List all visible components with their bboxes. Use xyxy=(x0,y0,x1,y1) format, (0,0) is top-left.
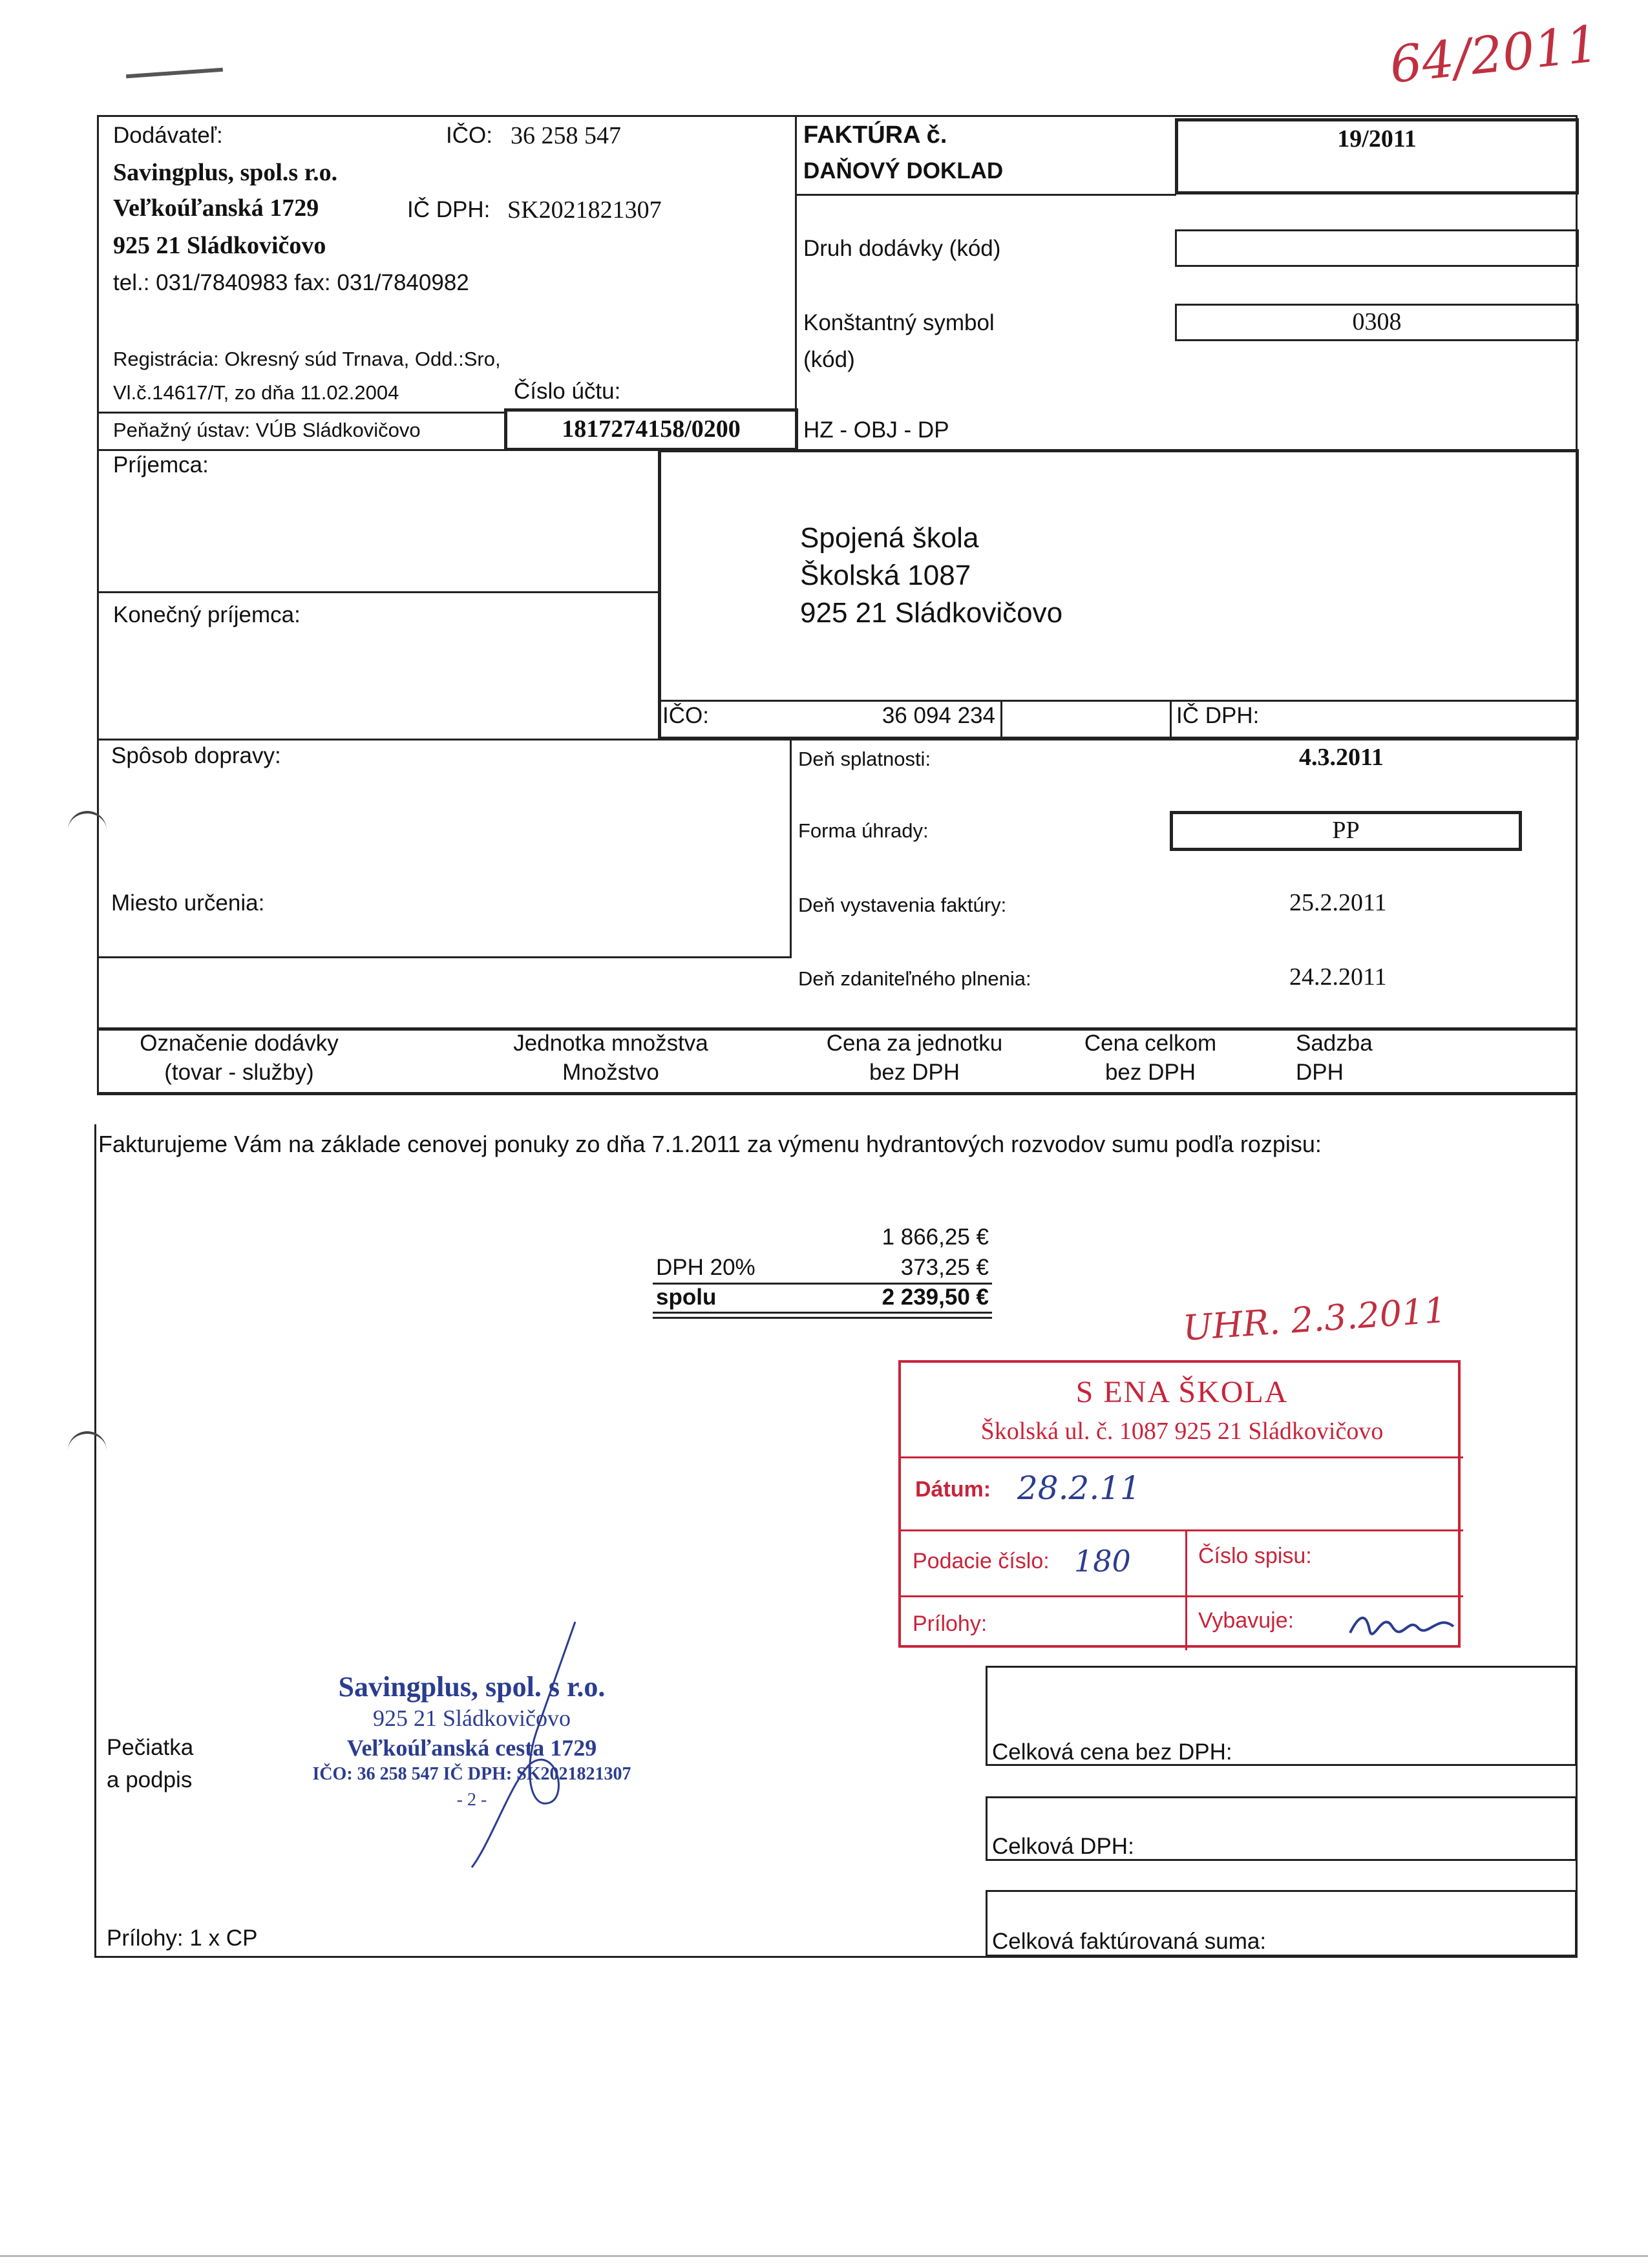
delivery-type-label: Druh dodávky (kód) xyxy=(803,236,1001,261)
supplier-bank-label: Peňažný ústav: VÚB Sládkovičovo xyxy=(113,419,421,441)
total-invoiced-label: Celková faktúrovaná suma: xyxy=(992,1929,1267,1954)
received-stamp-reg-label: Podacie číslo: xyxy=(913,1549,1050,1573)
supplier-city: 925 21 Sládkovičovo xyxy=(113,232,326,259)
received-stamp-line-3 xyxy=(901,1595,1463,1597)
total-vat-label: Celková DPH: xyxy=(992,1834,1134,1859)
recipient-ico-row-top xyxy=(658,700,1579,702)
pen-mark xyxy=(126,68,223,78)
received-stamp-handler-label: Vybavuje: xyxy=(1198,1608,1294,1633)
supplier-stamp-line-3: Veľkoúľanská cesta 1729 xyxy=(346,1735,597,1761)
issue-date-label: Deň vystavenia faktúry: xyxy=(798,894,1007,916)
payment-form: PP xyxy=(1332,817,1360,844)
amount-total-underline-1 xyxy=(653,1312,992,1314)
supplier-stamp-line-5: - 2 - xyxy=(456,1790,487,1810)
recipient-icdph-box-left xyxy=(1170,700,1172,739)
invoice-header-line xyxy=(795,194,1176,196)
stamp-signature-label-2: a podpis xyxy=(107,1767,193,1792)
received-stamp-address: Školská ul. č. 1087 925 21 Sládkovičovo xyxy=(980,1418,1384,1445)
columns-left-border xyxy=(97,974,99,1094)
taxable-date-label: Deň zdaniteľného plnenia: xyxy=(798,967,1031,990)
invoice-title: FAKTÚRA č. xyxy=(803,121,947,149)
stamp-signature-label-1: Pečiatka xyxy=(107,1735,194,1760)
supplier-contact: tel.: 031/7840983 fax: 031/7840982 xyxy=(113,270,469,295)
received-stamp-title: S ENA ŠKOLA xyxy=(1075,1375,1289,1409)
supplier-label: Dodávateľ: xyxy=(113,123,223,148)
due-date-label: Deň splatnosti: xyxy=(798,748,931,770)
destination-label: Miesto určenia: xyxy=(111,890,265,916)
final-recipient-label: Konečný príjemca: xyxy=(113,602,301,627)
supplier-registration-2: Vl.č.14617/T, zo dňa 11.02.2004 xyxy=(113,381,399,404)
supplier-ico-label: IČO: xyxy=(446,123,492,148)
supplier-account-number: 1817274158/0200 xyxy=(562,415,741,443)
top-border-left xyxy=(97,115,795,117)
transport-label: Spôsob dopravy: xyxy=(111,743,281,768)
amount-base: 1 866,25 € xyxy=(882,1224,989,1250)
recipient-city: 925 21 Sládkovičovo xyxy=(800,597,1063,629)
amount-vat: 373,25 € xyxy=(900,1255,989,1280)
hole-punch-mark-top xyxy=(68,811,107,830)
total-no-vat-label: Celková cena bez DPH: xyxy=(992,1739,1232,1765)
recipient-ico-box-right xyxy=(1000,700,1002,739)
constant-symbol-code-label: (kód) xyxy=(803,347,855,372)
received-stamp-vline xyxy=(1185,1529,1187,1650)
column-header-3-line2: bez DPH xyxy=(1104,1060,1196,1085)
received-stamp-line-1 xyxy=(901,1456,1463,1458)
payment-form-label: Forma úhrady: xyxy=(798,819,929,842)
attachments: Prílohy: 1 x CP xyxy=(107,1926,258,1951)
destination-bottom-line xyxy=(97,956,792,958)
issue-date: 25.2.2011 xyxy=(1289,889,1387,916)
column-header-4-line1: Sadzba xyxy=(1296,1031,1373,1056)
handwritten-received-note: UHR. 2.3.2011 xyxy=(1181,1289,1448,1349)
column-header-2-line1: Cena za jednotku xyxy=(826,1031,1003,1056)
received-stamp-file-label: Číslo spisu: xyxy=(1198,1544,1312,1568)
bank-row-top-line xyxy=(97,412,504,414)
recipient-address-box xyxy=(658,449,1579,740)
received-stamp-line-2 xyxy=(901,1529,1463,1531)
amount-total: 2 239,50 € xyxy=(882,1285,989,1310)
hole-punch-mark-bottom xyxy=(68,1431,107,1451)
scan-edge-line xyxy=(0,2255,1648,2257)
left-border xyxy=(97,115,99,974)
recipient-street: Školská 1087 xyxy=(800,560,971,591)
recipient-name: Spojená škola xyxy=(800,522,979,554)
recipient-divider-line xyxy=(97,591,659,593)
amount-vat-label: DPH 20% xyxy=(656,1255,755,1280)
received-stamp-attach-label: Prílohy: xyxy=(913,1612,988,1636)
invoice-body-text: Fakturujeme Vám na základe cenovej ponuky zo dňa 7.1.2011 za výmenu hydrantových rozvodov sumu podľa rozpisu: xyxy=(98,1131,1322,1157)
delivery-type-box xyxy=(1175,229,1579,267)
column-header-0-line2: (tovar - služby) xyxy=(164,1060,314,1085)
supplier-icdph: SK2021821307 xyxy=(507,196,662,224)
supplier-registration-1: Registrácia: Okresný súd Trnava, Odd.:Sro, xyxy=(113,348,501,370)
column-header-3-line1: Cena celkom xyxy=(1084,1031,1217,1056)
recipient-label: Príjemca: xyxy=(113,452,209,478)
terms-top-line xyxy=(97,739,1577,740)
supplier-ico: 36 258 547 xyxy=(511,122,621,149)
amount-total-underline-2 xyxy=(653,1317,992,1319)
supplier-stamp-line-4: IČO: 36 258 547 IČ DPH: SK2021821307 xyxy=(312,1764,631,1784)
recipient-ico: 36 094 234 xyxy=(882,703,995,728)
supplier-signature xyxy=(452,1615,595,1874)
received-stamp-date: 28.2.11 xyxy=(1017,1469,1141,1507)
column-header-4-line2: DPH xyxy=(1296,1060,1344,1085)
supplier-stamp-line-1: Savingplus, spol. s r.o. xyxy=(338,1671,606,1703)
due-date: 4.3.2011 xyxy=(1299,744,1384,771)
received-stamp-date-label: Dátum: xyxy=(915,1477,991,1502)
supplier-account-label: Číslo účtu: xyxy=(514,379,621,404)
top-border-right xyxy=(795,115,1577,117)
columns-right-border xyxy=(1576,974,1578,1094)
constant-symbol-label: Konštantný symbol xyxy=(803,310,995,335)
invoice-subtitle: DAŇOVÝ DOKLAD xyxy=(803,158,1004,184)
terms-middle-divider xyxy=(790,739,792,958)
recipient-ico-label: IČO: xyxy=(662,703,709,728)
taxable-date: 24.2.2011 xyxy=(1289,963,1387,991)
amount-total-label: spolu xyxy=(656,1285,717,1310)
received-stamp xyxy=(898,1360,1461,1648)
supplier-name: Savingplus, spol.s r.o. xyxy=(113,159,338,186)
column-header-1-line1: Jednotka množstva xyxy=(513,1031,708,1056)
column-header-2-line2: bez DPH xyxy=(869,1060,960,1085)
body-left-border xyxy=(94,1124,96,1958)
middle-divider-top xyxy=(795,115,797,451)
invoice-number: 19/2011 xyxy=(1337,125,1417,152)
column-header-0-line1: Označenie dodávky xyxy=(140,1031,339,1056)
columns-bottom-line xyxy=(97,1092,1577,1095)
supplier-icdph-label: IČ DPH: xyxy=(407,197,491,222)
footer-bottom-line xyxy=(94,1956,1578,1958)
column-header-1-line2: Množstvo xyxy=(562,1060,659,1085)
supplier-stamp-line-2: 925 21 Sládkovičovo xyxy=(373,1705,571,1731)
recipient-icdph-label: IČ DPH: xyxy=(1176,703,1260,728)
invoice-reference: HZ - OBJ - DP xyxy=(803,417,949,443)
received-stamp-handler-signature xyxy=(1347,1607,1457,1633)
handwritten-reference-note: 64/2011 xyxy=(1387,15,1601,95)
constant-symbol-value: 0308 xyxy=(1352,308,1402,335)
received-stamp-reg: 180 xyxy=(1074,1544,1131,1579)
supplier-street: Veľkoúľanská 1729 xyxy=(113,194,319,222)
